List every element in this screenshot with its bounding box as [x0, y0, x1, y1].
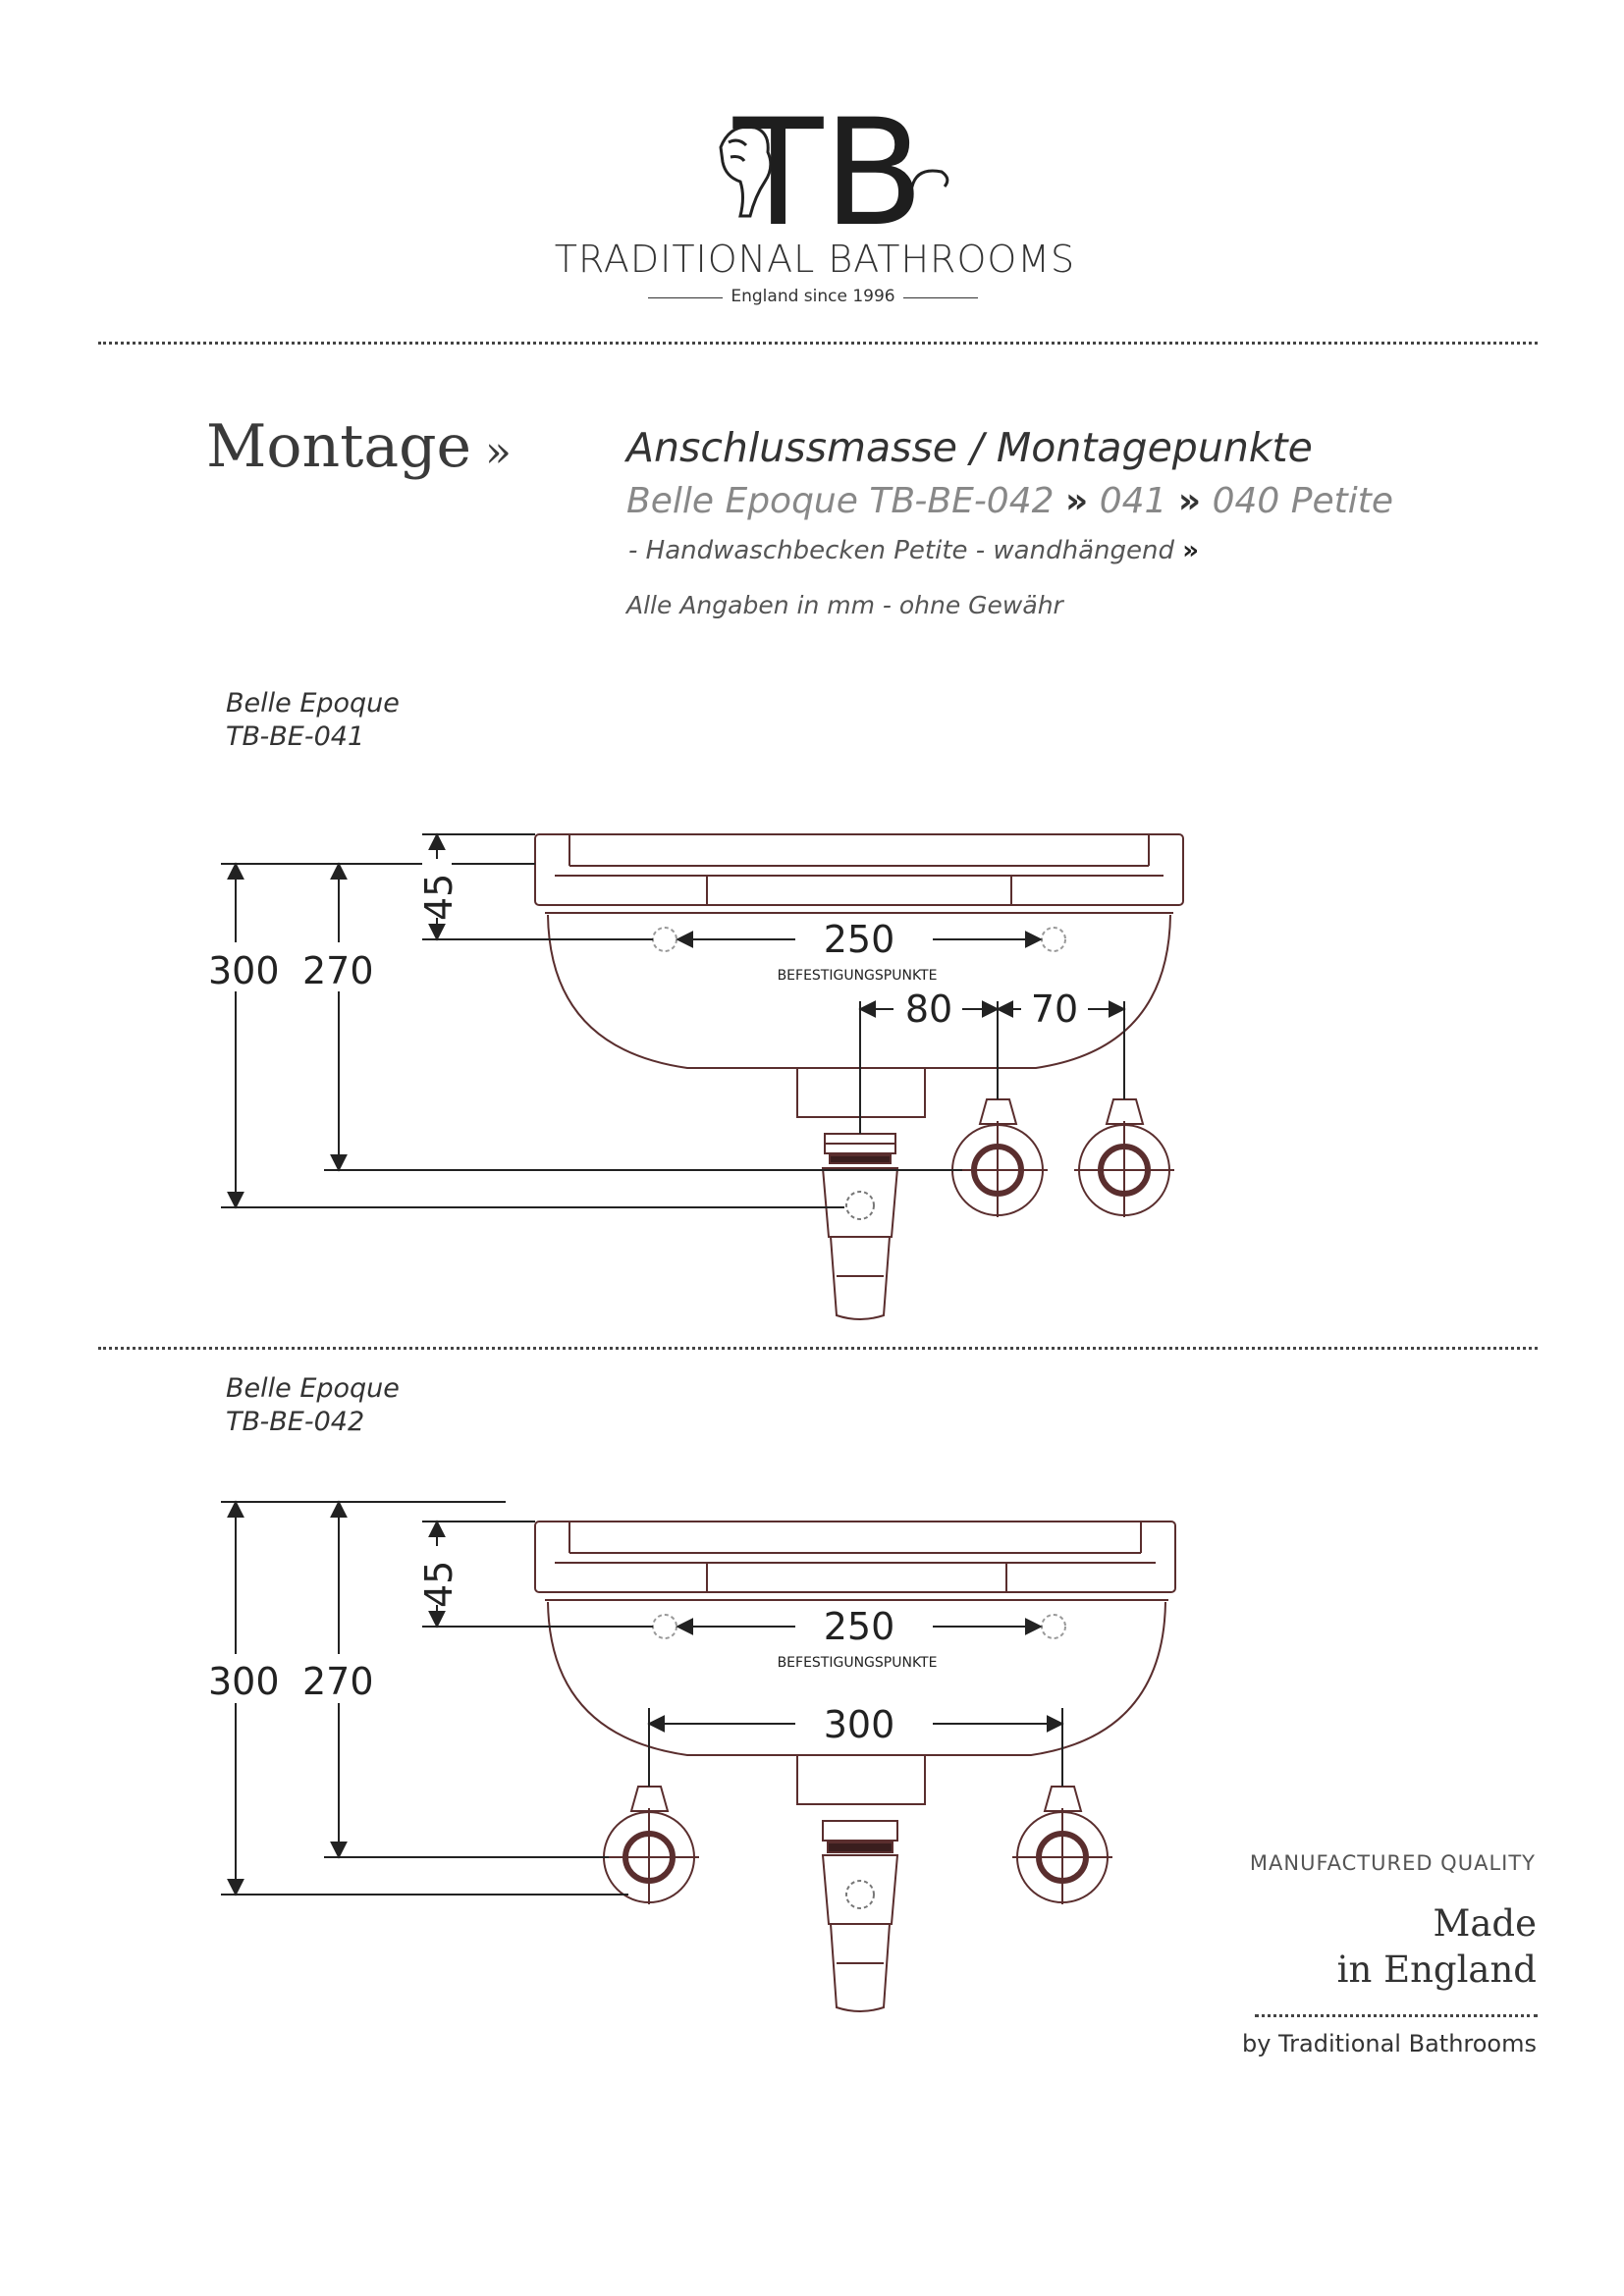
- brand-name: TRADITIONAL BATHROOMS: [554, 238, 1076, 281]
- fixing-hole-left: [653, 1615, 677, 1638]
- made-line2: in England: [1336, 1949, 1537, 1991]
- drawing-label: [226, 1372, 400, 1439]
- product-subtitle: [626, 481, 1393, 521]
- technical-drawing-042: [0, 1492, 1178, 2022]
- brand-tagline: [648, 287, 978, 306]
- drawing-series: Belle Epoque: [226, 1373, 400, 1404]
- logo-monogram: TB: [732, 88, 925, 236]
- page-title: Anschlussmasse / Montagepunkte: [626, 424, 1313, 471]
- section-divider: [98, 1347, 1538, 1350]
- dim-total-height: 300: [208, 1660, 280, 1703]
- dim-tap-to-tap: 70: [1030, 988, 1079, 1031]
- dim-total-height: 300: [208, 949, 280, 992]
- fixing-hole-right: [1042, 1615, 1065, 1638]
- subtitle-mid: 041: [1099, 481, 1167, 521]
- tap-right: [1074, 1080, 1174, 1217]
- description-text: - Handwaschbecken Petite - wandhängend: [628, 536, 1174, 565]
- subtitle-prefix: Belle Epoque TB-BE-042: [626, 481, 1055, 521]
- product-description: [628, 536, 1199, 565]
- dim-fixing-spacing: 250: [823, 1605, 895, 1648]
- brand-logo: [711, 88, 956, 236]
- fixing-hole-right: [1042, 928, 1065, 951]
- header-divider: [98, 342, 1538, 345]
- description-marker: »: [1182, 536, 1200, 565]
- drawing-model: TB-BE-041: [226, 721, 365, 752]
- made-in-england: [1159, 1900, 1537, 1993]
- drawing-model: TB-BE-042: [226, 1407, 365, 1437]
- fixing-hole-left: [653, 928, 677, 951]
- tap-left: [947, 1080, 1048, 1217]
- made-line1: Made: [1433, 1902, 1537, 1945]
- dim-fixing-spacing: 250: [823, 918, 895, 961]
- waste-trap: [823, 1134, 897, 1319]
- dim-tap-spacing: 300: [823, 1703, 895, 1746]
- fixing-points-label: BEFESTIGUNGSPUNKTE: [777, 1655, 938, 1671]
- fixing-points-label: BEFESTIGUNGSPUNKTE: [777, 968, 938, 984]
- tap-left: [599, 1767, 699, 1904]
- tap-right: [1012, 1767, 1112, 1904]
- dim-waste-to-tap: 80: [904, 988, 953, 1031]
- footer-divider: [1255, 2014, 1538, 2017]
- dim-top-to-fixing: 45: [417, 873, 460, 921]
- subtitle-end: 040 Petite: [1212, 481, 1393, 521]
- brand-tagline-text: England since 1996: [723, 287, 902, 306]
- quality-label: MANUFACTURED QUALITY: [1249, 1851, 1536, 1875]
- footer-by: by Traditional Bathrooms: [1241, 2030, 1537, 2057]
- waste-trap: [823, 1821, 897, 2011]
- section-marker: »: [485, 427, 512, 477]
- disclaimer-note: Alle Angaben in mm - ohne Gewähr: [626, 591, 1063, 619]
- dim-top-to-fixing: 45: [417, 1560, 460, 1608]
- dim-tap-height: 270: [302, 1660, 374, 1703]
- drawing-label: [226, 687, 400, 754]
- drawing-series: Belle Epoque: [226, 688, 400, 719]
- section-title-text: Montage: [206, 412, 471, 481]
- subtitle-separator: »: [1177, 481, 1202, 521]
- technical-drawing-041: [0, 805, 1624, 1335]
- subtitle-separator: »: [1064, 481, 1089, 521]
- dim-tap-height: 270: [302, 949, 374, 992]
- section-title: [206, 412, 512, 481]
